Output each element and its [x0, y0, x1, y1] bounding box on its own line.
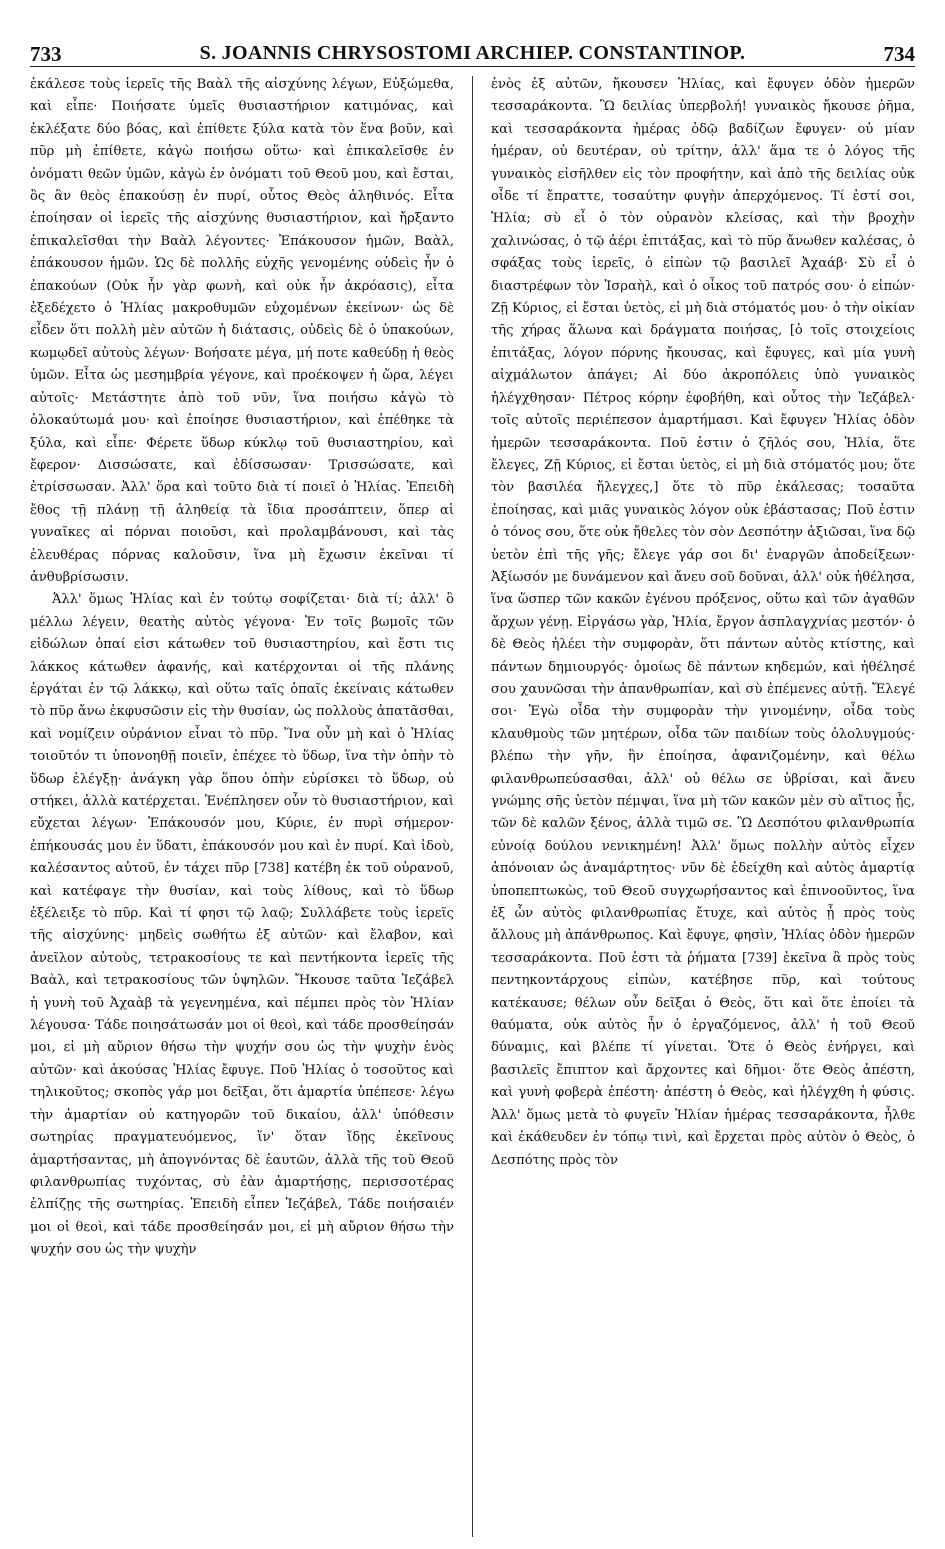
right-column-number: 734 — [883, 42, 915, 66]
running-title: S. JOANNIS CHRYSOSTOMI ARCHIEP. CONSTANTINOP. — [199, 42, 746, 64]
left-paragraph-2: Ἀλλ' ὅμως Ἠλίας καὶ ἐν τούτῳ σοφίζεται· διὰ τί; ἀλλ' ὃ μέλλω λέγειν, θεατὴς αὐτὸς γέγονα· Ἐν τοῖς βωμοῖς τῶν εἰδώλων ὀπαί εἰσι κάτωθεν τοῦ θυσιαστηρίου, καὶ ἔστι τις λάκκος κάτωθεν ἀφανής, καὶ κατέρχονται οἱ τῆς πλάνης ἐργάται ἐν τῷ λάκκῳ, καὶ οὕτω ταῖς ὀπαῖς ἐκείναις κάτωθεν τὸ πῦρ ἄνω ἐκφυσῶσιν εἰς τὴν θυσίαν, ὡς πολλοὺς ἀπατᾶσθαι, καὶ νομίζειν οὐράνιον εἶναι τὸ πῦρ. Ἵνα οὖν μὴ καὶ ὁ Ἠλίας τοιοῦτόν τι ὑπονοηθῇ ποιεῖν, ἐπέχεε τὸ ὕδωρ, ἵνα τὴν ὀπὴν τὸ ὕδωρ ἐλέγξῃ· ἀνάγκη γὰρ ὅπου ὀπὴν εὑρίσκει τὸ ὕδωρ, οὐ στήκει, ἀλλὰ κατέρχεται. Ἐνέπλησεν οὖν τὸ θυσιαστήριον, καὶ εὔχεται λέγων· Ἐπάκουσόν μου, Κύριε, ἐν πυρὶ σήμερον· ἐπήκουσάς μου ἐν ὕδατι, ἐπάκουσόν μου καὶ ἐν πυρί. Καὶ ἰδοὺ, καλέσαντος αὐτοῦ, ἐν τάχει πῦρ [738] κατέβη ἐκ τοῦ οὐρανοῦ, καὶ κατέφαγε τὴν θυσίαν, καὶ τοὺς λίθους, καὶ τὸ ὕδωρ ἐξέλειξε τὸ πῦρ. Καὶ τί φησι τῷ λαῷ; Συλλάβετε τοὺς ἱερεῖς τῆς αἰσχύνης· μηδεὶς σωθήτω ἐξ αὐτῶν· καὶ ἔλαβον, καὶ ἀνεῖλον αὐτοὺς, τετρακοσίους τε καὶ πεντήκοντα ἱερεῖς τῆς Βαὰλ, καὶ τετρακοσίους τῶν ὑψηλῶν. Ἤκουσε ταῦτα Ἰεζάβελ ἡ γυνὴ τοῦ Ἀχαὰβ τὰ γεγενημένα, καὶ πέμπει πρὸς τὸν Ἠλίαν λέγουσα· Τάδε ποιησάτωσάν μοι οἱ θεοὶ, καὶ τάδε προσθείησάν μοι, εἰ μὴ αὔριον θήσω τὴν ψυχήν σου ὡς τὴν ψυχὴν ἑνὸς αὐτῶν· καὶ ἀκούσας Ἠλίας ἔφυγε. Ποῦ Ἠλίας ὁ τοσοῦτος καὶ τηλικοῦτος; σκοπὸς γάρ μοι δεῖξαι, ὅτι ἁμαρτία ὑπέπεσε· λέγω τὴν ἁμαρτίαν οὐ κατηγορῶν τοῦ δικαίου, ἀλλ' ὑπόθεσιν σωτηρίας πραγματευόμενος, ἵν' ὅταν ἴδῃς ἐκεῖνους ἁμαρτήσαντας, μὴ ἀπογνόντας δὲ ἑαυτῶν, ἀλλὰ τῆς τοῦ Θεοῦ φιλανθρωπίας τυχόντας, σὺ ἐὰν ἁμαρτήσῃς, περισσοτέρας ἐλπίζῃς τῆς σωτηρίας. Ἐπειδὴ εἶπεν Ἰεζάβελ, Τάδε ποιήσαιέν μοι οἱ θεοὶ, καὶ τάδε προσθείησάν μοι, εἰ μὴ αὔριον θήσω τὴν ψυχήν σου ὡς τὴν ψυχὴν — [30, 592, 454, 1258]
right-column — [491, 74, 915, 1537]
header-rule — [30, 66, 915, 67]
left-column-number: 733 — [30, 42, 62, 66]
left-column — [30, 74, 454, 1537]
left-paragraph-1: ἐκάλεσε τοὺς ἱερεῖς τῆς Βαὰλ τῆς αἰσχύνης λέγων, Εὐξώμεθα, καὶ εἶπε· Ποιήσατε ὑμεῖς θυσιαστήριον κατιμόνας, καὶ ἐκλέξατε δύο βόας, καὶ ἐπίθετε ξύλα κατὰ τὸν ἕνα βοῦν, καὶ πῦρ μὴ ἐπίθετε, κἀγὼ ποιήσω οὕτω· καὶ ἐπικαλεῖσθε ἐν ὀνόματι θεῶν ὑμῶν, κἀγὼ ἐν ὀνόματι τοῦ Θεοῦ μου, καὶ ἔσται, ὃς ἂν θεὸς ἐπακούσῃ ἐν πυρί, οὗτος Θεὸς ἀληθινός. Εἶτα ἐποίησαν οἱ ἱερεῖς τῆς αἰσχύνης θυσιαστήριον, καὶ ἤρξαντο ἐπικαλεῖσθαι τὴν Βαὰλ λέγοντες· Ἐπάκουσον ἡμῶν, Βαὰλ, ἐπάκουσον ἡμῶν. Ὡς δὲ πολλῆς εὐχῆς γενομένης οὐδεὶς ἦν ὁ ἐπακούων (Οὐκ ἦν γὰρ φωνὴ, καὶ οὐκ ἦν ἀκρόασις), εἶτα ἐξεδέχετο ὁ Ἠλίας μακροθυμῶν εὐχομένων ἐκείνων· ὡς δὲ εἶδεν ὅτι πολλὴ μὲν αὐτῶν ἡ διάτασις, οὐδεὶς δὲ ὁ ὑπακούων, κωμῳδεῖ αὐτοὺς λέγων· Βοήσατε μέγα, μή ποτε καθεύδῃ ἡ θεὸς ὑμῶν. Εἶτα ὡς μεσημβρία γέγονε, καὶ προέκοψεν ἡ ὥρα, λέγει αὐτοῖς· Μετάστητε ἀπὸ τοῦ νῦν, ἵνα ποιήσω κἀγὼ τὸ ὁλοκαύτωμά μου· καὶ ἐποίησε θυσιαστήριον, καὶ ἐπέθηκε τὰ ξύλα, καὶ εἶπε· Φέρετε ὕδωρ κύκλῳ τοῦ θυσιαστηρίου, καὶ ἔφερον· Δισσώσατε, καὶ ἐδίσσωσαν· Τρισσώσατε, καὶ ἐτρίσσωσαν. Ἀλλ' ὅρα καὶ τοῦτο διὰ τί ποιεῖ ὁ Ἠλίας. Ἐπειδὴ ἔθος τῇ πλάνῃ τῇ ἀληθείᾳ τὰ ἴδια προσάπτειν, ὅπερ αἱ γυναῖκες αἱ πόρναι ποιοῦσι, καὶ προλαμβάνουσι, καὶ τὰς ἐλευθέρας πόρνας καλοῦσιν, ἵνα μὴ ἔχωσιν ἐκεῖναι τί ἀνθυβρίσωσιν. — [30, 77, 454, 585]
running-header — [30, 42, 915, 66]
column-divider — [472, 76, 473, 1537]
text-columns — [30, 74, 915, 1537]
right-paragraph-1: ἑνὸς ἐξ αὐτῶν, ἤκουσεν Ἠλίας, καὶ ἔφυγεν ὁδὸν ἡμερῶν τεσσαράκοντα. Ὢ δειλίας ὑπερβολή! γυναικὸς ἤκουσε ῥῆμα, καὶ τεσσαράκοντα ἡμέρας ὁδῷ βαδίζων ἔφυγεν· οὐ μίαν ἡμέραν, οὐ δευτέραν, οὐ τρίτην, ἀλλ' ἅμα τε ὁ λόγος τῆς γυναικὸς εἰσῆλθεν εἰς τὸν προφήτην, καὶ ἀπὸ τῆς δειλίας οὐκ οἶδε τί ἔπραττε, τοσαύτην φυγὴν ἀπερχόμενος. Τί ἐστί σοι, Ἠλία; σὺ εἶ ὁ τὸν οὐρανὸν κλείσας, καὶ τὴν βροχὴν χαλινώσας, ὁ τῷ ἀέρι ἐπιτάξας, καὶ τὸ πῦρ ἄνωθεν καλέσας, ὁ σφάξας τοὺς ἱερεῖς, ὁ εἰπὼν τῷ βασιλεῖ Ἀχαάβ· Σὺ εἶ ὁ διαστρέφων τὸν Ἰσραὴλ, καὶ ὁ οἶκος τοῦ πατρός σου· ὁ εἰπών· Ζῇ Κύριος, εἰ ἔσται ὑετὸς, εἰ μὴ διὰ στόματός μου· ὁ τὴν οἰκίαν τῆς χήρας ἅλωνα καὶ δράγματα ποιήσας, [ὁ τοῖς στοιχείοις ἐπιτάξας, λόγον πόρνης ἤκουσας, καὶ ἔφυγες, καὶ μία γυνὴ αἰχμάλωτον ἀπάγει; Αἱ δύο ἀκροπόλεις ὑπὸ γυναικὸς ἠλέγχθησαν· Πέτρος κόρην ἐφοβήθη, καὶ οὗτος τὴν Ἰεζάβελ· τοῖς αὐτοῖς περιέπεσον ἁμαρτήμασι. Καὶ ἔφυγεν Ἠλίας ὁδὸν ἡμερῶν τεσσαράκοντα. Ποῦ ἐστιν ὁ ζῆλός σου, Ἠλία, ὅτε ἔλεγες, Ζῇ Κύριος, εἰ ἔσται ὑετὸς, εἰ μὴ διὰ στόματός μου; ὅτε τὸν βασιλέα ἤλεγχες,] ὅτε τὸ πῦρ ἐκάλεσας; τοσαῦτα ἐποίησας, καὶ μιᾶς γυναικὸς λόγον οὐκ ἐβάστασας; Ποῦ ἐστιν ὁ τόνος σου, ὅτε οὐκ ἤθελες τὸν σὸν Δεσπότην ἀξιῶσαι, ἵνα δῷ ὑετὸν ἐπὶ τῆς γῆς; ἔλεγε γάρ σοι δι' ἐναργῶν ἀποδείξεων· Ἀξίωσόν με δυνάμενον καὶ ἄνευ σοῦ δοῦναι, ἀλλ' οὐκ ἠθέλησα, ἵνα ὥσπερ τῶν κακῶν ἐγένου πρόξενος, οὕτω καὶ τῶν ἀγαθῶν ἄρχων γένῃ. Εἰργάσω γὰρ, Ἠλία, ἔργον ἀσπλαγχνίας μεστόν· ὁ δὲ Θεὸς ἠλέει τὴν συμφορὰν, ὅτι πάντων αὐτὸς κτίστης, καὶ πάντων δημιουργός· ὁμοίως δὲ πάντων κηδεμών, καὶ ἠθέλησέ σου χαυνῶσαι τὴν ἀπανθρωπίαν, καὶ σὺ ἐπέμενες αὐτῇ. Ἔλεγέ σοι· Ἐγὼ οἶδα τὴν συμφορὰν τὴν γινομένην, οἶδα τοὺς κλαυθμοὺς τῶν μητέρων, οἶδα τῶν παιδίων τοὺς ὀλολυγμούς· βλέπω τὴν γῆν, ἣν ἐποίησα, ἀφανιζομένην, καὶ θέλω φιλανθρωπεύσασθαι, ἀλλ' οὐ θέλω σε ὑβρίσαι, καὶ ἄνευ γνώμης σῆς ὑετὸν πέμψαι, ἵνα μὴ τῶν κακῶν μὲν σὺ αἴτιος ᾖς, τῶν δὲ καλῶν ξένος, ἀλλὰ τιμῶ σε. Ὢ Δεσπότου φιλανθρωπία εὐνοίᾳ δούλου νενικημένη! Ἀλλ' ὅμως πολλὴν αὐτὸς εἶχεν ἀπόνοιαν ὡς ἀναμάρτητος· νῦν δὲ ἐδείχθη καὶ αὐτὸς ἁμαρτίᾳ ὑποπεπτωκὼς, τοῦ Θεοῦ συγχωρήσαντος καὶ ἐπινοοῦντος, ἵνα ἐξ ὧν αὐτὸς φιλανθρωπίας ἔτυχε, καὶ αὐτὸς ᾖ πρὸς τοὺς ἄλλους μὴ ἀπάνθρωπος. Καὶ ἔφυγε, φησὶν, Ἠλίας ὁδὸν ἡμερῶν τεσσαράκοντα. Ποῦ ἐστι τὰ ῥήματα [739] ἐκεῖνα ἃ πρὸς τοὺς πεντηκοντάρχους εἰπὼν, κατέβησε πῦρ, καὶ τούτους κατέκαυσε; θέλων οὖν δεῖξαι ὁ Θεὸς, ὅτι καὶ ὅτε ἐποίει τὰ θαύματα, οὐκ αὐτὸς ἦν ὁ ἐργαζόμενος, ἀλλ' ἡ τοῦ Θεοῦ δύναμις, καὶ βλέπε τί γίνεται. Ὅτε ὁ Θεὸς ἐνήργει, καὶ βασιλεῖς ἔπιπτον καὶ ἄρχοντες καὶ δῆμοι· ὅτε Θεὸς ἀπέστη, καὶ γυνὴ φοβερὰ ἐπέστη· ἀπέστη ὁ Θεὸς, καὶ ἠλέγχθη ἡ φύσις. Ἀλλ' ὅμως μετὰ τὸ φυγεῖν Ἠλίαν ἡμέρας τεσσαράκοντα, ἦλθε καὶ ἐκάθευδεν ἐν τόπῳ τινὶ, καὶ ἔρχεται πρὸς αὐτὸν ὁ Θεὸς, ὁ Δεσπότης πρὸς τὸν — [491, 77, 915, 1168]
